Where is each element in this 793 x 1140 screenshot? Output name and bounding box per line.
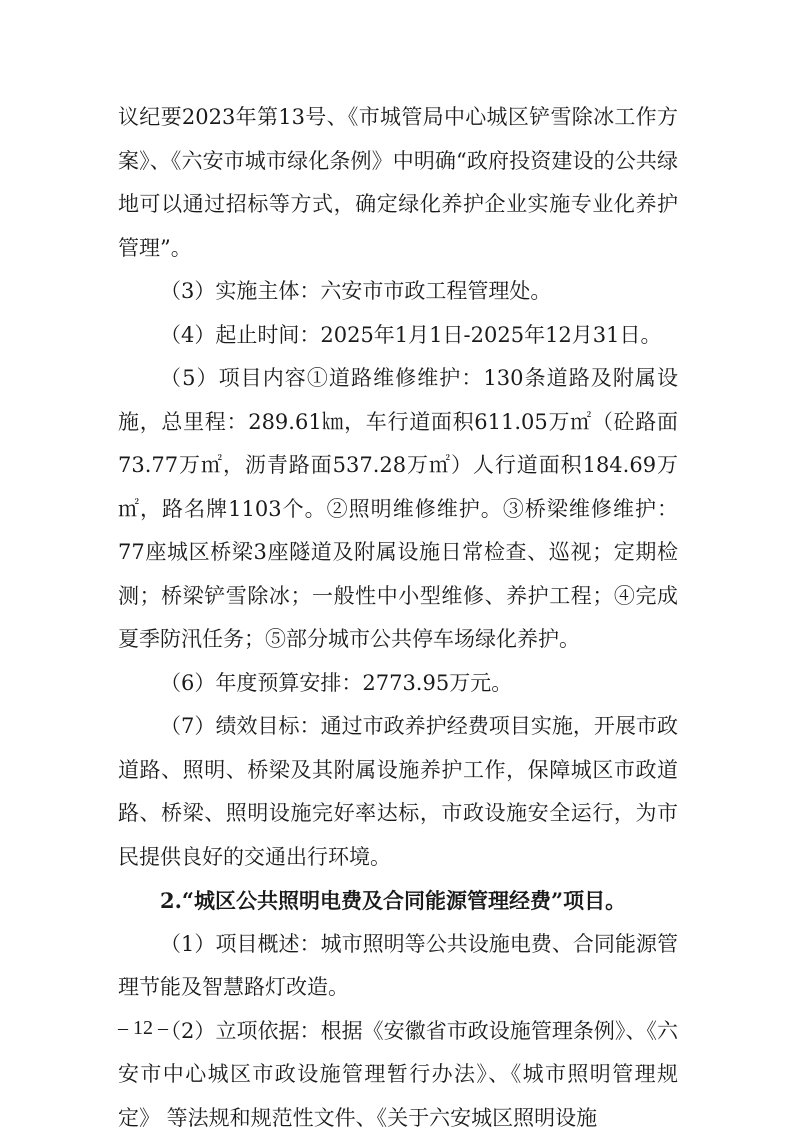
paragraph-project-overview: （1）项目概述：城市照明等公共设施电费、合同能源管理节能及智慧路灯改造。 — [118, 923, 678, 1010]
paragraph-annual-budget: （6）年度预算安排：2773.95万元。 — [118, 662, 678, 706]
section-heading-lighting-project: 2.“城区公共照明电费及合同能源管理经费”项目。 — [118, 879, 678, 923]
paragraph-project-content: （5）项目内容①道路维修维护：130条道路及附属设施，总里程：289.61㎞，车行道面积611.05万㎡（砼路面73.77万㎡，沥青路面537.28万㎡）人行道面积184.69万㎡，路名牌1103个。②照明维修维护。③桥梁维修维护：77座城区桥梁3座隧道及附属设施日常检查、巡视；定期检测；桥梁铲雪除冰；一般性中小型维修、养护工程；④完成夏季防汛任务；⑤部分城市公共停车场绿化养护。 — [118, 357, 678, 662]
paragraph-period: （4）起止时间：2025年1月1日-2025年12月31日。 — [118, 314, 678, 358]
paragraph-implementing-entity: （3）实施主体：六安市市政工程管理处。 — [118, 270, 678, 314]
body-text — [118, 96, 678, 1140]
page-number: – 12 – — [118, 1016, 168, 1040]
paragraph-performance-goal: （7）绩效目标：通过市政养护经费项目实施，开展市政道路、照明、桥梁及其附属设施养护工作，保障城区市政道路、桥梁、照明设施完好率达标，市政设施安全运行，为市民提供良好的交通出行环境。 — [118, 705, 678, 879]
paragraph-legal-basis: （2）立项依据：根据《安徽省市政设施管理条例》、《六安市中心城区市政设施管理暂行办法》、《城市照明管理规定》 等法规和规范性文件、《关于六安城区照明设施 — [118, 1010, 678, 1140]
paragraph-continuation: 议纪要2023年第13号、《市城管局中心城区铲雪除冰工作方案》、《六安市城市绿化条例》中明确“政府投资建设的公共绿地可以通过招标等方式，确定绿化养护企业实施专业化养护管理”。 — [118, 96, 678, 270]
